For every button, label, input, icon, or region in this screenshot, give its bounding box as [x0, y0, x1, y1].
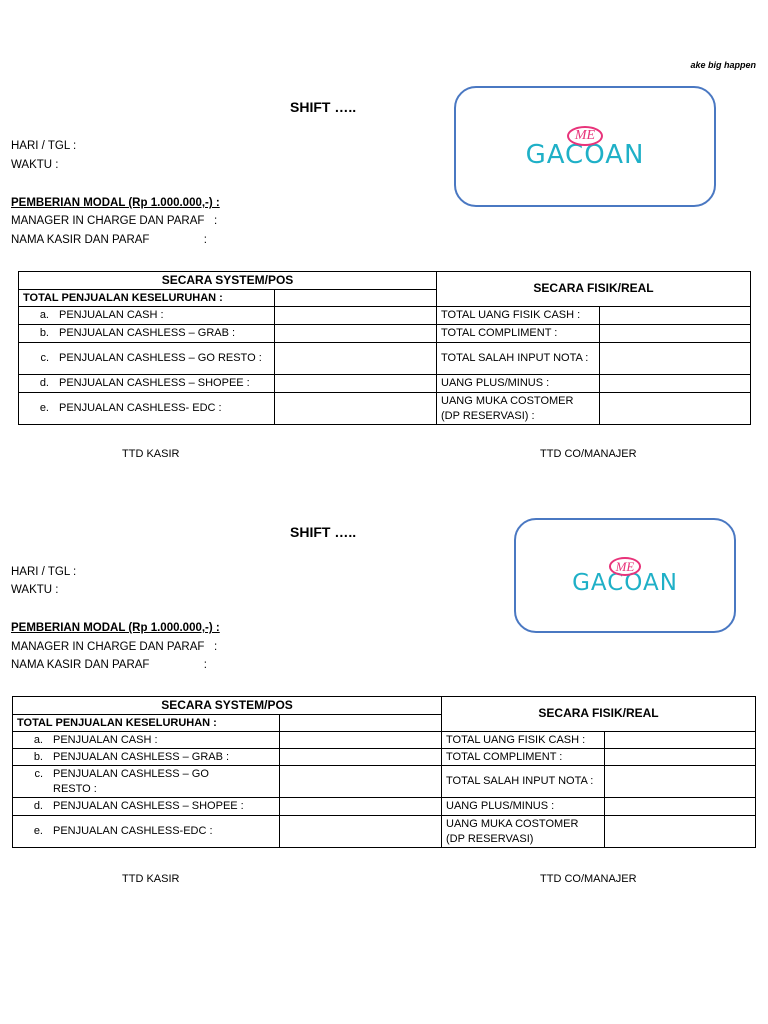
- fisik-cash-value[interactable]: [605, 732, 756, 749]
- compliment-value[interactable]: [605, 749, 756, 766]
- list-item-cash: a. PENJUALAN CASH :: [13, 732, 280, 749]
- system-header: SECARA SYSTEM/POS: [19, 272, 437, 290]
- grab-value[interactable]: [280, 749, 442, 766]
- shopee-value[interactable]: [275, 375, 437, 393]
- tagline: ake big happen: [690, 60, 756, 70]
- cash-value[interactable]: [280, 732, 442, 749]
- logo-wordmark: GACOAN: [572, 569, 678, 596]
- pemberian-modal-label: PEMBERIAN MODAL (Rp 1.000.000,-) :: [11, 622, 220, 634]
- fisik-cash-value[interactable]: [600, 307, 751, 325]
- compliment-label: TOTAL COMPLIMENT :: [442, 749, 605, 766]
- logo-box: [454, 86, 716, 207]
- shopee-value[interactable]: [280, 798, 442, 816]
- ttd-manajer-label: TTD CO/MANAJER: [540, 873, 637, 885]
- edc-value[interactable]: [275, 393, 437, 425]
- list-item-edc: e. PENJUALAN CASHLESS- EDC :: [19, 393, 275, 425]
- kasir-label: NAMA KASIR DAN PARAF :: [11, 234, 207, 246]
- hari-tgl-label: HARI / TGL :: [11, 140, 77, 152]
- uang-muka-label: UANG MUKA COSTOMER (DP RESERVASI): [442, 816, 605, 848]
- total-penjualan-value[interactable]: [280, 715, 442, 732]
- list-item-edc: e. PENJUALAN CASHLESS-EDC :: [13, 816, 280, 848]
- fisik-cash-label: TOTAL UANG FISIK CASH :: [442, 732, 605, 749]
- ttd-manajer-label: TTD CO/MANAJER: [540, 448, 637, 460]
- uang-muka-value[interactable]: [600, 393, 751, 425]
- cash-value[interactable]: [275, 307, 437, 325]
- fisik-header: SECARA FISIK/REAL: [437, 272, 751, 307]
- manager-label: MANAGER IN CHARGE DAN PARAF :: [11, 215, 218, 227]
- pemberian-modal-label: PEMBERIAN MODAL (Rp 1.000.000,-) :: [11, 197, 220, 209]
- total-penjualan-value[interactable]: [275, 290, 437, 307]
- logo-me: ME: [609, 557, 642, 576]
- plus-minus-label: UANG PLUS/MINUS :: [437, 375, 600, 393]
- list-item-grab: b. PENJUALAN CASHLESS – GRAB :: [19, 325, 275, 343]
- list-item-shopee: d. PENJUALAN CASHLESS – SHOPEE :: [13, 798, 280, 816]
- kasir-label: NAMA KASIR DAN PARAF :: [11, 659, 207, 671]
- salah-input-value[interactable]: [600, 343, 751, 375]
- goresto-value[interactable]: [280, 766, 442, 798]
- goresto-value[interactable]: [275, 343, 437, 375]
- gacoan-logo: [572, 557, 678, 595]
- fisik-cash-label: TOTAL UANG FISIK CASH :: [437, 307, 600, 325]
- ttd-kasir-label: TTD KASIR: [122, 873, 180, 885]
- hari-tgl-label: HARI / TGL :: [11, 566, 77, 578]
- system-header: SECARA SYSTEM/POS: [13, 697, 442, 715]
- compliment-value[interactable]: [600, 325, 751, 343]
- fisik-header: SECARA FISIK/REAL: [442, 697, 756, 732]
- total-penjualan-label: TOTAL PENJUALAN KESELURUHAN :: [13, 715, 280, 732]
- list-item-goresto: c. PENJUALAN CASHLESS – GO RESTO :: [13, 766, 280, 798]
- ttd-kasir-label: TTD KASIR: [122, 448, 180, 460]
- shift-title: SHIFT …..: [290, 524, 357, 540]
- uang-muka-label: UANG MUKA COSTOMER (DP RESERVASI) :: [437, 393, 600, 425]
- logo-box: [514, 518, 736, 633]
- sales-table: [18, 271, 751, 425]
- logo-wordmark: GACOAN: [525, 139, 645, 170]
- manager-label: MANAGER IN CHARGE DAN PARAF :: [11, 641, 218, 653]
- total-penjualan-label: TOTAL PENJUALAN KESELURUHAN :: [19, 290, 275, 307]
- plus-minus-value[interactable]: [600, 375, 751, 393]
- salah-input-label: TOTAL SALAH INPUT NOTA :: [437, 343, 600, 375]
- list-item-cash: a. PENJUALAN CASH :: [19, 307, 275, 325]
- compliment-label: TOTAL COMPLIMENT :: [437, 325, 600, 343]
- waktu-label: WAKTU :: [11, 159, 59, 171]
- plus-minus-value[interactable]: [605, 798, 756, 816]
- list-item-grab: b. PENJUALAN CASHLESS – GRAB :: [13, 749, 280, 766]
- plus-minus-label: UANG PLUS/MINUS :: [442, 798, 605, 816]
- list-item-goresto: c. PENJUALAN CASHLESS – GO RESTO :: [19, 343, 275, 375]
- grab-value[interactable]: [275, 325, 437, 343]
- logo-me: ME: [567, 126, 603, 146]
- edc-value[interactable]: [280, 816, 442, 848]
- sales-table: [12, 696, 756, 848]
- list-item-shopee: d. PENJUALAN CASHLESS – SHOPEE :: [19, 375, 275, 393]
- uang-muka-value[interactable]: [605, 816, 756, 848]
- waktu-label: WAKTU :: [11, 584, 59, 596]
- salah-input-value[interactable]: [605, 766, 756, 798]
- shift-title: SHIFT …..: [290, 99, 357, 115]
- gacoan-logo: [526, 126, 645, 168]
- salah-input-label: TOTAL SALAH INPUT NOTA :: [442, 766, 605, 798]
